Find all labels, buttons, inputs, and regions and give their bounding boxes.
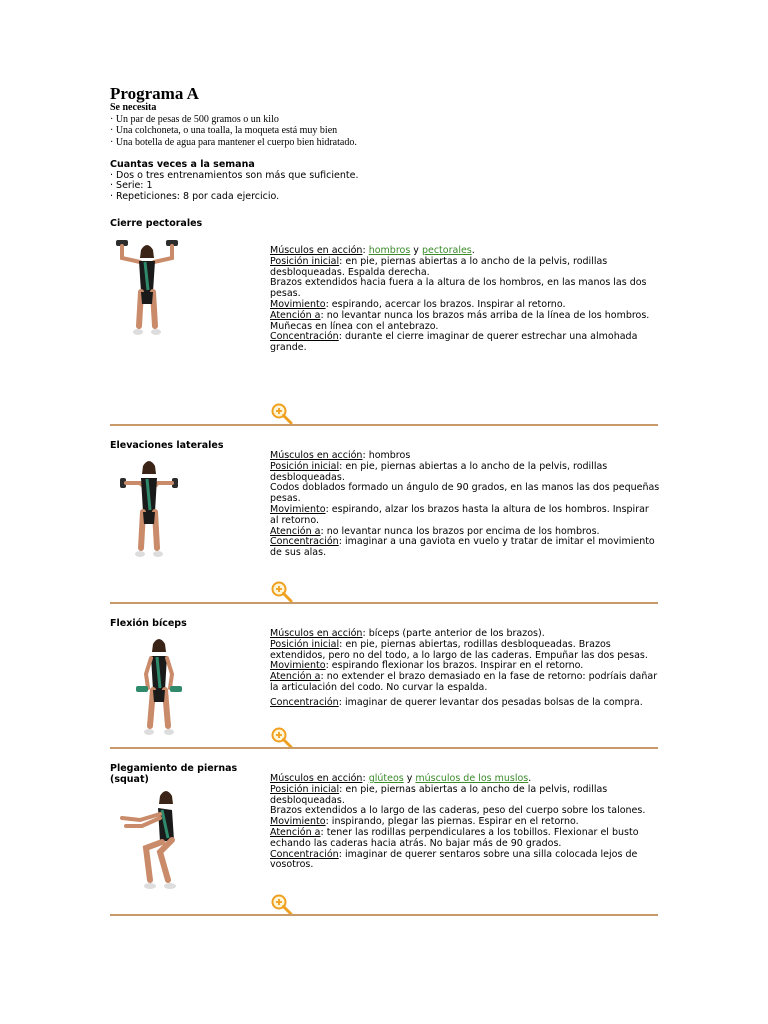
conjunction: y <box>410 245 422 256</box>
frequency-heading: Cuantas veces a la semana <box>110 159 255 170</box>
needs-item: · Una colchoneta, o una toalla, la moqueta está muy bien <box>110 125 338 136</box>
muscles-text: : bíceps (parte anterior de los brazos). <box>362 628 545 639</box>
attention-text: : no extender el brazo demasiado en la fase de retorno: podríais dañar la articulación del codo. No curvar la espalda. <box>270 671 658 693</box>
start-label: Posición inicial <box>270 460 340 472</box>
start-text: : en pie, piernas abiertas a lo ancho de la pelvis, rodillas desbloqueadas. Espalda derecha. <box>270 255 608 278</box>
conjunction: y <box>403 773 416 784</box>
concentration-text: : imaginar de querer sentaros sobre una silla colocada lejos de vosotros. <box>270 848 638 871</box>
movement-text: : espirando, alzar los brazos hasta la altura de los hombros. Inspirar al retorno. <box>270 503 649 526</box>
muscles-label: Músculos en acción <box>270 450 363 461</box>
start-extra: Brazos extendidos hacia fuera a la altura de los hombros, en las manos las dos pesas. <box>270 277 647 300</box>
frequency-item: · Serie: 1 <box>110 180 153 192</box>
exercise-description: Músculos en acción: glúteos y músculos de los muslos. Posición inicial: en pie, piernas abiertas a lo ancho de la pelvis, rodillas desbloqueadas. Brazos extendidos a lo largo de las caderas, peso del cuerpo sobre los talones. Movimiento: inspirando, plegar las piernas. Espirar en el retorno. Atención a: tener las rodillas perpendiculares a los tobillos. Flexionar el busto echando las caderas hacia atrás. No bajar más de 90 grados. Concentración: imaginar de querer sentaros sobre una silla colocada lejos de vosotros. <box>270 773 646 871</box>
exercise-description <box>270 451 660 559</box>
movement-label: Movimiento <box>270 660 326 672</box>
concentration-label: Concentración <box>270 536 339 548</box>
needs-heading: Se necesita <box>110 102 157 113</box>
exercise-description: Músculos en acción: hombros y pectorales. Posición inicial: en pie, piernas abiertas a lo ancho de la pelvis, rodillas desbloqueadas. Espalda derecha. Brazos extendidos hacia fuera a la altura de los hombros, en las manos las dos pesas. Movimiento: espirando, acercar los brazos. Inspirar al retorno. Atención a: no levantar nunca los brazos más arriba de la línea de los hombros. Muñecas en línea con el antebrazo. Concentración: durante el cierre imaginar de querer estrechar una almohada grande. <box>270 245 650 354</box>
muscle-link-pectorales[interactable]: pectorales <box>421 245 472 256</box>
muscles-label: Músculos en acción <box>270 245 363 256</box>
exercise-title: Cierre pectorales <box>110 218 203 229</box>
start-label: Posición inicial <box>270 783 340 795</box>
muscles-text: : hombros <box>362 450 411 461</box>
concentration-text: : imaginar de querer levantar dos pesadas bolsas de la compra. <box>338 696 643 708</box>
movement-label: Movimiento <box>270 298 326 310</box>
movement-text: : espirando flexionar los brazos. Inspirar en el retorno. <box>325 660 584 672</box>
frequency-item: · Repeticiones: 8 por cada ejercicio. <box>110 190 280 202</box>
concentration-text: : imaginar a una gaviota en vuelo y tratar de imitar el movimiento de sus alas. <box>270 536 655 559</box>
exercise-figure-squat <box>116 788 196 892</box>
muscles-label: Músculos en acción <box>270 628 363 639</box>
movement-label: Movimiento <box>270 816 326 828</box>
attention-label: Atención a <box>270 525 321 537</box>
start-label: Posición inicial <box>270 638 340 650</box>
period: . <box>471 245 475 256</box>
start-text: : en pie, piernas abiertas, rodillas desbloqueadas. Brazos extendidos, pero no del todo, a lo largo de las caderas. Empuñar las dos pesas. <box>270 638 648 661</box>
needs-item: · Una botella de agua para mantener el cuerpo bien hidratado. <box>110 136 357 148</box>
divider <box>110 747 658 749</box>
concentration-label: Concentración <box>270 696 339 708</box>
page-title: Programa A <box>110 84 199 103</box>
movement-label: Movimiento <box>270 503 326 515</box>
frequency-section <box>110 160 358 202</box>
exercise-figure-biceps-curl <box>128 634 190 738</box>
attention-label: Atención a <box>270 309 321 321</box>
zoom-icon[interactable] <box>270 402 294 426</box>
muscle-link-muslos[interactable]: músculos de los muslos <box>415 773 529 784</box>
movement-text: : espirando, acercar los brazos. Inspirar al retorno. <box>325 298 566 310</box>
attention-text: : tener las rodillas perpendiculares a los tobillos. Flexionar el busto echando las caderas hacia atrás. No bajar más de 90 grados. <box>270 826 639 849</box>
muscles-label: Músculos en acción <box>270 773 363 784</box>
exercise-figure-lateral-raises <box>118 456 180 560</box>
start-extra: Codos doblados formado un ángulo de 90 grados, en las manos las dos pequeñas pesas. <box>270 482 660 505</box>
muscle-link-hombros[interactable]: hombros <box>368 245 411 256</box>
start-extra: Brazos extendidos a lo largo de las caderas, peso del cuerpo sobre los talones. <box>270 805 646 817</box>
needs-item: · Un par de pesas de 500 gramos o un kilo <box>110 113 279 125</box>
start-label: Posición inicial <box>270 255 340 267</box>
exercise-figure-pectorals <box>112 236 182 338</box>
concentration-label: Concentración <box>270 848 339 860</box>
divider <box>110 424 658 426</box>
concentration-label: Concentración <box>270 331 339 343</box>
divider <box>110 914 658 916</box>
exercise-title: Elevaciones laterales <box>110 440 224 451</box>
start-text: : en pie, piernas abiertas a lo ancho de la pelvis, rodillas desbloqueadas. <box>270 783 608 806</box>
frequency-item: · Dos o tres entrenamientos son más que suficiente. <box>110 169 359 181</box>
movement-text: : inspirando, plegar las piernas. Espirar en el retorno. <box>325 816 579 828</box>
attention-text: : no levantar nunca los brazos por encima de los hombros. <box>320 525 600 537</box>
needs-section <box>110 102 357 148</box>
concentration-text: : durante el cierre imaginar de querer estrechar una almohada grande. <box>270 331 638 354</box>
period: . <box>528 773 532 784</box>
zoom-icon[interactable] <box>270 580 294 604</box>
attention-text: : no levantar nunca los brazos más arriba de la línea de los hombros. Muñecas en línea con el antebrazo. <box>270 309 650 332</box>
attention-label: Atención a <box>270 671 321 683</box>
attention-label: Atención a <box>270 826 321 838</box>
exercise-title: Plegamiento de piernas (squat) <box>110 763 238 785</box>
divider <box>110 602 658 604</box>
start-text: : en pie, piernas abiertas a lo ancho de la pelvis, rodillas desbloqueadas. <box>270 460 608 483</box>
exercise-title: Flexión bíceps <box>110 618 187 629</box>
exercise-description <box>270 629 660 709</box>
muscle-link-gluteos[interactable]: glúteos <box>368 773 404 784</box>
